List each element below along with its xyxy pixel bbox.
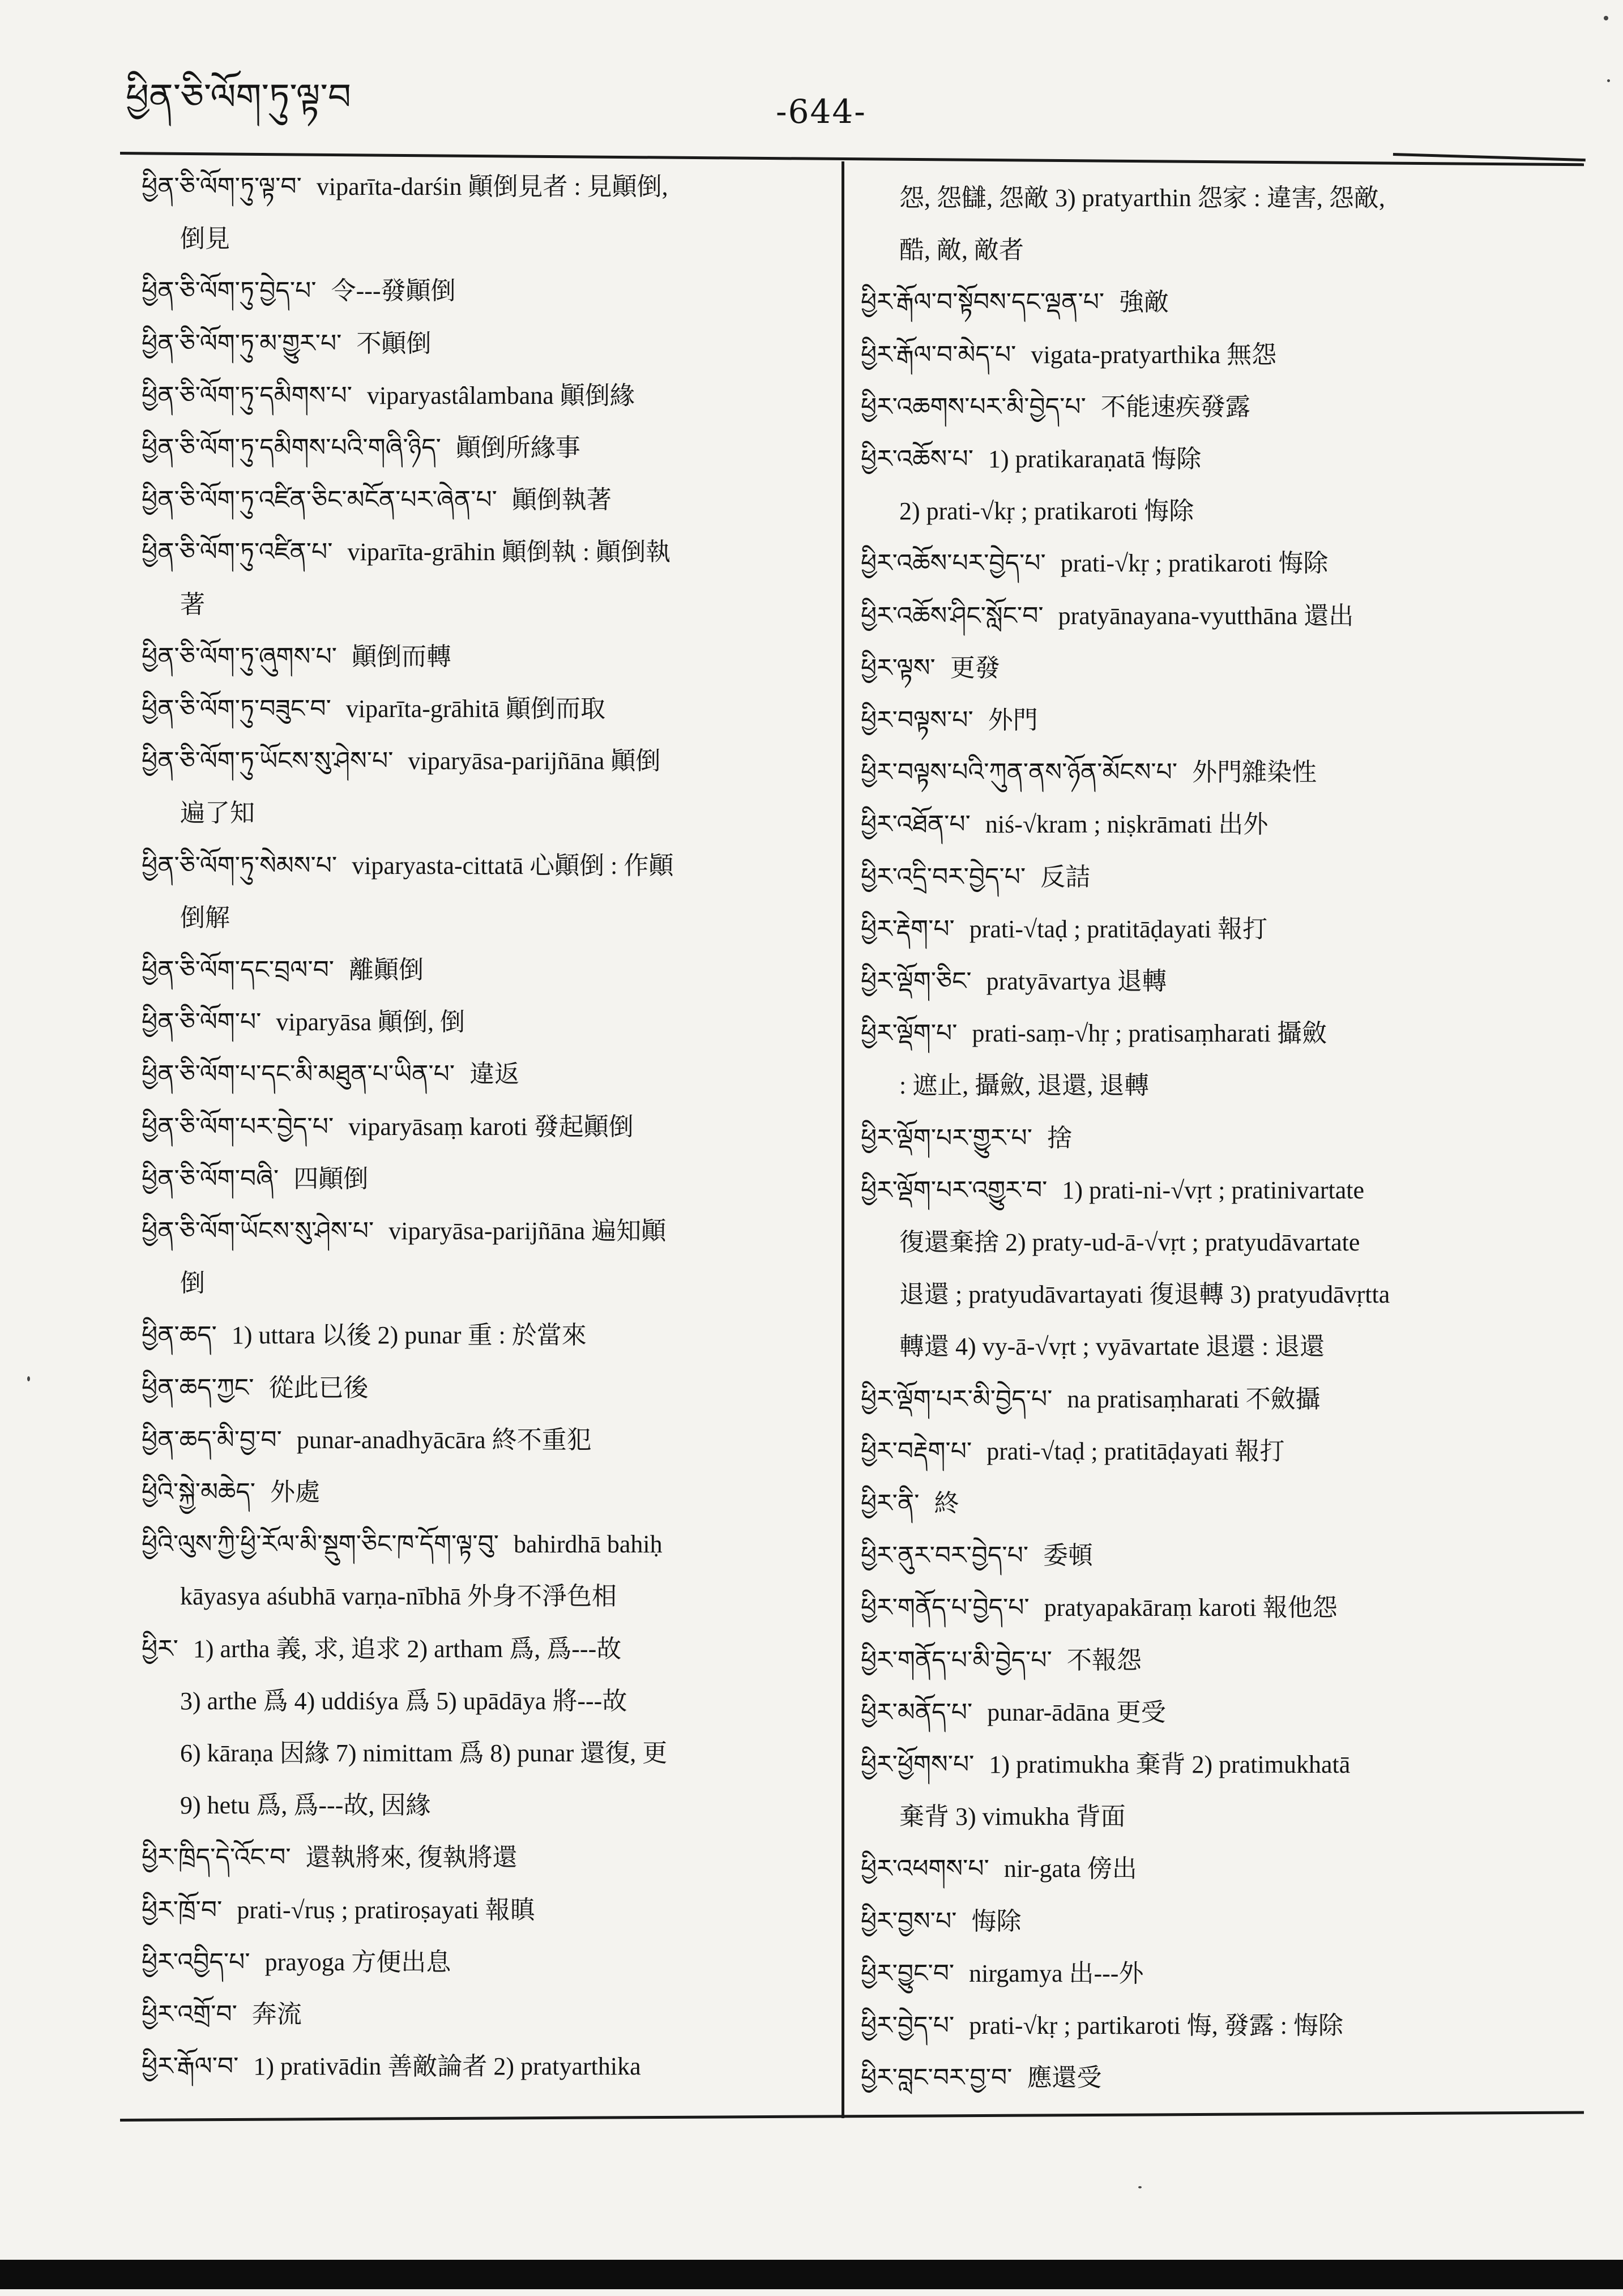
dictionary-entry [142, 955, 424, 984]
dictionary-entry [861, 1021, 1327, 1046]
tibetan-headword: ཕྱིར་ལྡོག་པར་གྱུར་པ་ [861, 1123, 1032, 1153]
gloss: viparīta-grāhitā 顚倒而取 [345, 695, 606, 723]
dictionary-entry [142, 537, 671, 567]
top-rule [120, 152, 1584, 166]
dictionary-entry [861, 392, 1250, 421]
dictionary-entry [861, 1645, 1142, 1675]
gloss: 1) artha 義, 求, 追求 2) artham 爲, 爲---故 [193, 1634, 622, 1663]
tibetan-headword: ཕྱིན་ཅི་ལོག་ཏུ་ཡོངས་སུ་ཤེས་པ་ [142, 746, 394, 776]
gloss: viparyasta-cittatā 心顚倒 : 作顚 [352, 851, 674, 880]
gloss: 1) prati-ni-√vṛt ; pratinivartate [1062, 1176, 1364, 1204]
gloss: 1) uttara 以後 2) punar 重 : 於當來 [231, 1321, 587, 1350]
dictionary-entry [861, 812, 1268, 837]
scan-speck [1607, 79, 1610, 82]
dictionary-entry [861, 1123, 1072, 1153]
gloss: nir-gata 傍出 [1003, 1855, 1137, 1883]
tibetan-headword: ཕྱིན་ཅི་ལོག་པ་དང་མི་མཐུན་པ་ཡིན་པ་ [142, 1060, 455, 1089]
gloss: viparyāsa-parijñāna 遍知顚 [388, 1217, 667, 1245]
entry-continuation [899, 1073, 1149, 1098]
dictionary-entry [861, 601, 1354, 630]
dictionary-entry [861, 708, 1038, 733]
dictionary-entry [142, 1947, 451, 1977]
tibetan-headword: ཕྱིར་འདྲི་བར་བྱེད་པ་ [861, 862, 1026, 891]
gloss: 1) pratikaraṇatā 悔除 [988, 445, 1202, 473]
tibetan-headword: ཕྱིར་བལྟས་པ་ [861, 706, 973, 735]
entry-continuation [180, 1271, 205, 1296]
tibetan-headword: ཕྱིན་ཅི་ལོག་ཏུ་ཞུགས་པ་ [142, 642, 338, 671]
tibetan-headword: ཕྱིར་བླང་བར་བྱ་བ་ [861, 2063, 1013, 2093]
gloss: 反詰 [1040, 863, 1091, 891]
dictionary-entry [861, 1854, 1137, 1884]
tibetan-headword: ཕྱིན་ཅི་ལོག་ཡོངས་སུ་ཤེས་པ་ [142, 1217, 374, 1245]
dictionary-entry [142, 1323, 587, 1348]
entry-continuation [899, 1230, 1360, 1255]
gloss: 外門 [988, 706, 1038, 734]
bottom-rule [120, 2111, 1584, 2122]
gloss: viparyāsaṃ karoti 發起顚倒 [348, 1112, 634, 1141]
gloss: 終 [934, 1490, 959, 1517]
dictionary-entry [142, 694, 606, 723]
running-head: ཕྱིན་ཅི་ལོག་ཏུ་ལྟ་བ [126, 76, 352, 118]
tibetan-headword: ཕྱིར་འཆོས་ཤིང་སློང་བ་ [861, 601, 1044, 630]
gloss: prati-saṃ-√hṛ ; pratisaṃharati 攝斂 [972, 1019, 1327, 1048]
tibetan-headword: ཕྱིར་བརྡེག་པ་ [861, 1436, 972, 1466]
entry-continuation [180, 592, 205, 617]
gloss: 2) prati-√kṛ ; pratikaroti 悔除 [899, 497, 1194, 526]
tibetan-headword: ཕྱིར་ནི་ [861, 1489, 920, 1518]
scan-speck [1604, 16, 1608, 20]
dictionary-entry [142, 1845, 518, 1870]
dictionary-entry [861, 1541, 1094, 1571]
tibetan-headword: ཕྱིར་ལྟས་ [861, 653, 936, 682]
gloss: niś-√kram ; niṣkrāmati 出外 [985, 810, 1268, 839]
dictionary-entry [861, 914, 1268, 944]
gloss: viparyastâlambana 顚倒緣 [366, 381, 635, 409]
entry-continuation [899, 499, 1194, 524]
gloss: prati-√taḍ ; pratitāḍayati 報打 [986, 1437, 1285, 1465]
dictionary-entry [142, 746, 661, 776]
gloss: 顚倒執著 [511, 486, 612, 514]
dictionary-entry [861, 1384, 1321, 1414]
column-divider [842, 161, 844, 2118]
gloss: viparīta-darśin 顚倒見者 : 見顚倒, [316, 173, 668, 200]
gloss: 轉還 4) vy-ā-√vṛt ; vyāvartate 退還 : 退還 [899, 1333, 1325, 1361]
dictionary-entry [142, 1895, 535, 1924]
dictionary-entry [861, 1697, 1166, 1727]
dictionary-entry [142, 1480, 320, 1505]
tibetan-headword: ཕྱིའི་ལུས་ཀྱི་ཕྱི་རོལ་མི་སྡུག་ཅིང་ཁ་དོག་ལྟ་བུ་ [142, 1530, 499, 1559]
gloss: 外處 [270, 1478, 321, 1506]
gloss: 顚倒所緣事 [455, 434, 580, 462]
tibetan-headword: ཕྱིར་འཕགས་པ་ [861, 1854, 989, 1884]
gloss: 復還棄捨 2) praty-ud-ā-√vṛt ; pratyudāvartate [899, 1228, 1360, 1256]
scan-speck [27, 1376, 30, 1381]
gloss: 倒 [180, 1269, 205, 1298]
entry-continuation [180, 1741, 667, 1766]
scan-bottom-edge [0, 2260, 1623, 2289]
gloss: nirgamya 出---外 [969, 1959, 1144, 1987]
tibetan-headword: ཕྱིར་འཆོས་པ་ [861, 445, 973, 473]
tibetan-headword: ཕྱིར་ལྡོག་པར་མི་བྱེད་པ་ [861, 1384, 1053, 1414]
entry-continuation [180, 903, 230, 932]
tibetan-headword: ཕྱིར་རྒོལ་བ་ [142, 2052, 239, 2081]
gloss: 倒解 [180, 903, 230, 932]
tibetan-headword: ཕྱིར་བྱེད་པ་ [861, 2011, 955, 2040]
dictionary-entry [142, 853, 673, 878]
tibetan-headword: ཕྱིར་གནོད་པ་མི་བྱེད་པ་ [861, 1645, 1052, 1675]
gloss: 外門雜染性 [1192, 758, 1317, 787]
dictionary-entry [861, 969, 1167, 994]
gloss: 悔除 [971, 1907, 1022, 1935]
gloss: 更發 [950, 654, 1000, 682]
tibetan-headword: ཕྱིར་ [142, 1634, 178, 1663]
dictionary-entry [142, 174, 668, 199]
tibetan-headword: ཕྱིར་ནུར་བར་བྱེད་པ་ [861, 1541, 1029, 1571]
tibetan-headword: ཕྱིན་ཅི་ལོག་ཏུ་དམིགས་པའི་གཞི་ཉིད་ [142, 433, 441, 462]
tibetan-headword: ཕྱིན་ཅི་ལོག་ཏུ་བྱེད་པ་ [142, 276, 317, 306]
scan-speck [1138, 2186, 1142, 2188]
tibetan-headword: ཕྱིན་ཆད་ [142, 1321, 217, 1350]
dictionary-entry [861, 1491, 959, 1516]
tibetan-headword: ཕྱིར་ལྡོག་པ་ [861, 1019, 958, 1048]
entry-continuation [180, 1689, 627, 1714]
tibetan-headword: ཕྱིན་ཅི་ལོག་ཏུ་དམིགས་པ་ [142, 381, 352, 410]
tibetan-headword: ཕྱིར་འཐོན་པ་ [861, 810, 971, 839]
dictionary-entry [142, 485, 612, 515]
dictionary-entry [142, 1010, 465, 1035]
gloss: vigata-pratyarthika 無怨 [1031, 340, 1277, 369]
gloss: prati-√ruṣ ; pratiroṣayati 報瞋 [237, 1896, 535, 1924]
gloss: 還執將來, 復執將還 [305, 1843, 518, 1872]
gloss: 令---發顚倒 [331, 277, 456, 305]
dictionary-entry [142, 1062, 519, 1087]
tibetan-headword: ཕྱིན་ཆད་ཀྱང་ [142, 1373, 254, 1402]
gloss: 應還受 [1027, 2064, 1102, 2092]
tibetan-headword: ཕྱིན་ཅི་ལོག་ཏུ་འཛིན་ཅིང་མངོན་པར་ཞེན་པ་ [142, 485, 497, 515]
gloss: 6) kāraṇa 因緣 7) nimittam 爲 8) punar 還復, 更 [180, 1739, 668, 1767]
tibetan-headword: ཕྱིན་ཅི་ལོག་ཏུ་སེམས་པ་ [142, 851, 338, 880]
gloss: punar-anadhyācāra 終不重犯 [296, 1426, 592, 1454]
dictionary-entry [142, 328, 432, 358]
tibetan-headword: ཕྱིར་རྡེག་པ་ [861, 914, 955, 944]
dictionary-entry [142, 1532, 663, 1557]
dictionary-entry [861, 1436, 1285, 1466]
gloss: 捨 [1047, 1124, 1072, 1152]
dictionary-entry [861, 1175, 1364, 1205]
tibetan-headword: ཕྱིར་གནོད་པ་བྱེད་པ་ [861, 1593, 1030, 1623]
tibetan-headword: ཕྱིར་ལྡོག་ཅིང་ [861, 967, 972, 996]
tibetan-headword: ཕྱིར་མནོད་པ་ [861, 1697, 973, 1727]
tibetan-headword: ཕྱིན་ཅི་ལོག་དང་བྲལ་བ་ [142, 955, 335, 984]
gloss: 怨, 怨讎, 怨敵 3) pratyarthin 怨家 : 違害, 怨敵, [899, 184, 1385, 212]
dictionary-entry [142, 276, 456, 306]
gloss: 著 [180, 590, 205, 618]
dictionary-entry [142, 1112, 634, 1141]
dictionary-entry [861, 1906, 1022, 1936]
dictionary-entry [861, 290, 1169, 315]
gloss: prati-√kṛ ; pratikaroti 悔除 [1060, 549, 1329, 578]
tibetan-headword: ཕྱིར་བྱུང་བ་ [861, 1958, 955, 1988]
tibetan-headword: ཕྱིར་ཁྲོ་བ་ [142, 1895, 223, 1924]
top-rule-flare [1393, 153, 1586, 161]
gloss: pratyānayana-vyutthāna 還出 [1058, 601, 1354, 630]
dictionary-entry [142, 642, 452, 671]
tibetan-headword: ཕྱིར་འཆགས་པར་མི་བྱེད་པ་ [861, 392, 1086, 421]
gloss: 不報怨 [1066, 1646, 1142, 1674]
gloss: prati-√kṛ ; partikaroti 悔, 發露 : 悔除 [969, 2012, 1344, 2039]
page-number: -644- [776, 92, 866, 131]
tibetan-headword: ཕྱིར་བལྟས་པའི་ཀུན་ནས་ཉོན་མོངས་པ་ [861, 758, 1178, 787]
tibetan-headword: ཕྱིར་བྱས་པ་ [861, 1906, 957, 1936]
entry-continuation [899, 1334, 1325, 1359]
dictionary-entry [142, 2002, 302, 2027]
tibetan-headword: ཕྱིར་ཁྲིད་དེ་འོང་བ་ [142, 1843, 291, 1872]
dictionary-entry [142, 1373, 369, 1402]
gloss: punar-ādāna 更受 [987, 1698, 1166, 1726]
entry-continuation [899, 1282, 1390, 1307]
dictionary-entry [142, 1634, 622, 1663]
entry-continuation [180, 1793, 430, 1818]
dictionary-entry [861, 2063, 1102, 2093]
entry-continuation [899, 186, 1385, 211]
tibetan-headword: ཕྱིན་ཅི་ལོག་པ་ [142, 1008, 262, 1037]
gloss: 委頓 [1043, 1542, 1094, 1570]
entry-continuation [180, 801, 255, 826]
gloss: 1) pratimukha 棄背 2) pratimukhatā [989, 1751, 1351, 1778]
gloss: kāyasya aśubhā varṇa-nībhā 外身不淨色相 [180, 1582, 617, 1611]
entry-continuation [899, 1804, 1126, 1829]
gloss: 不顚倒 [356, 329, 432, 357]
dictionary-entry [142, 383, 635, 408]
gloss: 不能速疾發露 [1100, 392, 1250, 421]
dictionary-entry [142, 433, 580, 462]
gloss: : 遮止, 攝斂, 退還, 退轉 [899, 1072, 1150, 1100]
gloss: 9) hetu 爲, 爲---故, 因緣 [180, 1791, 431, 1820]
tibetan-headword: ཕྱིར་འབྱིད་པ་ [142, 1947, 250, 1977]
dictionary-entry [861, 447, 1201, 472]
entry-continuation [180, 1584, 617, 1609]
tibetan-headword: ཕྱིན་ཆད་མི་བྱ་བ་ [142, 1425, 282, 1454]
dictionary-entry [861, 1593, 1338, 1623]
tibetan-headword: ཕྱིར་རྒོལ་བ་སྟོབས་དང་ལྡན་པ་ [861, 288, 1105, 317]
tibetan-headword: ཕྱིར་འཆོས་པར་བྱེད་པ་ [861, 549, 1046, 578]
tibetan-headword: ཕྱིན་ཅི་ལོག་ཏུ་ལྟ་བ་ [142, 172, 302, 201]
gloss: 奔流 [251, 2000, 302, 2028]
gloss: 酷, 敵, 敵者 [899, 236, 1024, 264]
gloss: pratyapakāraṃ karoti 報他怨 [1044, 1594, 1338, 1622]
tibetan-headword: ཕྱིན་ཅི་ལོག་བཞི་ [142, 1164, 279, 1193]
dictionary-entry [142, 1164, 369, 1193]
tibetan-headword: ཕྱིན་ཅི་ལོག་ཏུ་འཛིན་པ་ [142, 537, 333, 567]
dictionary-entry [861, 862, 1091, 891]
gloss: 3) arthe 爲 4) uddiśya 爲 5) upādāya 將---故 [180, 1687, 627, 1715]
gloss: viparīta-grāhin 顚倒執 : 顚倒執 [347, 538, 671, 566]
gloss: pratyāvartya 退轉 [986, 967, 1167, 995]
gloss: 遍了知 [180, 799, 255, 827]
gloss: prayoga 方便出息 [264, 1948, 451, 1976]
tibetan-headword: ཕྱིར་རྒོལ་བ་མེད་པ་ [861, 340, 1016, 369]
gloss: 離顚倒 [349, 956, 424, 984]
gloss: viparyāsa-parijñāna 顚倒 [408, 747, 661, 775]
entry-continuation [180, 227, 230, 251]
tibetan-headword: ཕྱིན་ཅི་ལོག་ཏུ་མ་གྱུར་པ་ [142, 328, 342, 358]
gloss: 從此已後 [268, 1373, 369, 1402]
dictionary-entry [861, 551, 1328, 576]
dictionary-entry [142, 2054, 641, 2079]
gloss: 棄背 3) vimukha 背面 [899, 1803, 1126, 1831]
entry-continuation [899, 238, 1024, 263]
gloss: 四顚倒 [293, 1164, 369, 1193]
tibetan-headword: ཕྱིན་ཅི་ལོག་པར་བྱེད་པ་ [142, 1112, 334, 1141]
gloss: 1) prativādin 善敵論者 2) pratyarthika [253, 2052, 641, 2081]
gloss: viparyāsa 顚倒, 倒 [276, 1008, 465, 1036]
gloss: na pratisaṃharati 不斂攝 [1067, 1385, 1321, 1413]
gloss: 強敵 [1119, 288, 1169, 317]
gloss: 倒見 [180, 225, 230, 253]
tibetan-headword: ཕྱིའི་སྐྱེ་མཆེད་ [142, 1478, 256, 1507]
tibetan-headword: ཕྱིར་ལྡོག་པར་འགྱུར་བ་ [861, 1175, 1048, 1205]
dictionary-entry [861, 1752, 1350, 1777]
dictionary-entry [861, 1958, 1144, 1988]
tibetan-headword: ཕྱིར་ཕྱོགས་པ་ [861, 1750, 975, 1779]
dictionary-entry [861, 653, 1000, 682]
gloss: 退還 ; pratyudāvartayati 復退轉 3) pratyudāvṛtta [899, 1281, 1390, 1309]
gloss: prati-√taḍ ; pratitāḍayati 報打 [969, 915, 1268, 943]
dictionary-entry [861, 2013, 1343, 2038]
dictionary-entry [142, 1425, 592, 1454]
gloss: bahirdhā bahiḥ [513, 1530, 663, 1559]
dictionary-entry [142, 1219, 666, 1244]
tibetan-headword: ཕྱིར་འགྲོ་བ་ [142, 2000, 237, 2029]
gloss: 顚倒而轉 [352, 642, 452, 671]
dictionary-entry [861, 340, 1277, 369]
dictionary-entry [861, 760, 1317, 785]
gloss: 違返 [469, 1060, 520, 1089]
tibetan-headword: ཕྱིན་ཅི་ལོག་ཏུ་བཟུང་བ་ [142, 694, 331, 723]
